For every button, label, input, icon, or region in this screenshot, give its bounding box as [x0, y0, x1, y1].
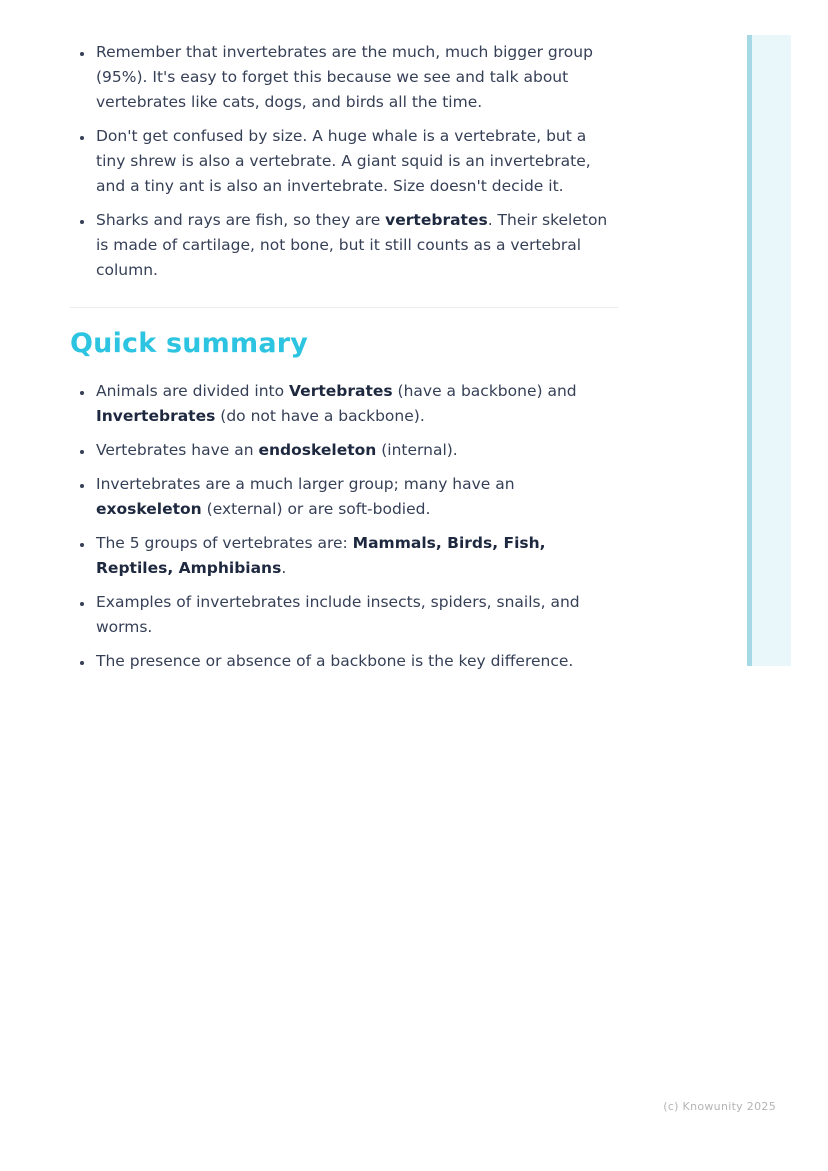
- bold-text-run: Mammals, Birds, Fish, Reptiles, Amphibians: [96, 534, 546, 577]
- bold-text-run: vertebrates: [385, 211, 488, 229]
- footer-copyright: (c) Knowunity 2025: [663, 1100, 776, 1113]
- text-run: Examples of invertebrates include insects, spiders, snails, and worms.: [96, 593, 580, 636]
- bold-text-run: Invertebrates: [96, 407, 216, 425]
- text-run: (internal).: [376, 441, 458, 459]
- notes-bullet-list: [70, 40, 618, 283]
- summary-bullet-list: [70, 379, 618, 674]
- bold-text-run: exoskeleton: [96, 500, 202, 518]
- text-run: (external) or are soft-bodied.: [201, 500, 431, 518]
- bold-text-run: endoskeleton: [258, 441, 377, 459]
- text-run: (do not have a backbone).: [215, 407, 425, 425]
- list-item: [94, 472, 618, 522]
- text-run: The 5 groups of vertebrates are:: [96, 534, 353, 552]
- list-item: [94, 531, 618, 581]
- text-run: (have a backbone) and: [392, 382, 577, 400]
- text-run: .: [281, 559, 287, 577]
- section-divider: [70, 307, 618, 308]
- side-accent-bar: [747, 35, 791, 666]
- text-run: Vertebrates have an: [96, 441, 259, 459]
- list-item: [94, 40, 618, 115]
- list-item: [94, 379, 618, 429]
- list-item: [94, 438, 618, 463]
- list-item: [94, 124, 618, 199]
- text-run: Invertebrates are a much larger group; many have an: [96, 475, 515, 493]
- text-run: . Their skeleton is made of cartilage, not bone, but it still counts as a vertebral column.: [96, 211, 608, 279]
- text-run: Don't get confused by size. A huge whale is a vertebrate, but a tiny shrew is also a vertebrate. A giant squid is an invertebrate, and a tiny ant is also an invertebrate. Size doesn't decide it.: [96, 127, 591, 195]
- text-run: Animals are divided into: [96, 382, 290, 400]
- document-content: [70, 40, 618, 683]
- text-run: Remember that invertebrates are the much, much bigger group (95%). It's easy to forget this because we see and talk about vertebrates like cats, dogs, and birds all the time.: [96, 43, 593, 111]
- list-item: [94, 649, 618, 674]
- list-item: [94, 590, 618, 640]
- bold-text-run: Vertebrates: [289, 382, 393, 400]
- quick-summary-heading: Quick summary: [70, 328, 309, 359]
- list-item: [94, 208, 618, 283]
- text-run: The presence or absence of a backbone is the key difference.: [96, 652, 574, 670]
- text-run: Sharks and rays are fish, so they are: [96, 211, 386, 229]
